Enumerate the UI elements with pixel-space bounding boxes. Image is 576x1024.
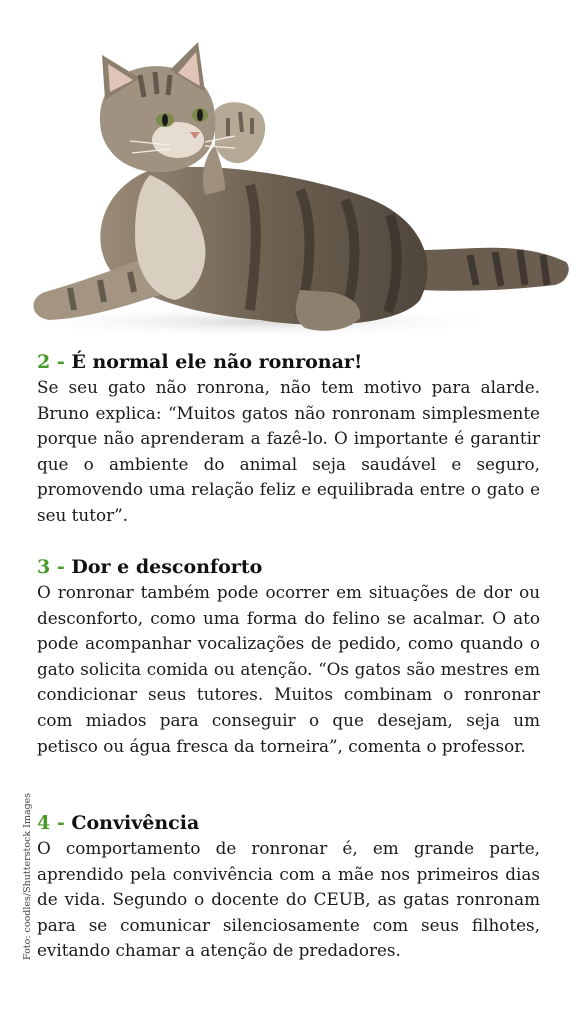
section-2 [37,350,540,529]
section-body: Se seu gato não ronrona, não tem motivo para alarde. Bruno explica: “Muitos gatos não ronronam simplesmente porque não aprenderam a fazê-lo. O importante é garantir que o ambiente do animal seja saudável e seguro, promovendo uma relação feliz e equilibrada entre o gato e seu tutor”. [37,377,540,525]
section-4 [37,811,540,964]
section-separator: - [50,812,72,834]
section-number: 3 [37,556,51,578]
section-title: Dor e desconforto [71,556,263,578]
section-title: É normal ele não ronronar! [71,351,363,373]
kitten-photo [0,0,576,345]
section-heading [37,555,540,580]
section-heading [37,811,540,836]
section-title: Convivência [71,812,200,834]
section-number: 4 [37,812,51,834]
section-number: 2 [37,351,51,373]
section-body: O comportamento de ronronar é, em grande parte, aprendido pela convivência com a mãe nos primeiros dias de vida. Segundo o docente do CEUB, as gatas ronronam para se comunicar silenciosamente com seus filhotes, evitando chamar a atenção de predadores. [37,838,540,961]
section-3 [37,555,540,759]
section-separator: - [50,556,72,578]
section-body: O ronronar também pode ocorrer em situações de dor ou desconforto, como uma forma do felino se acalmar. O ato pode acompanhar vocalizações de pedido, como quando o gato solicita comida ou atenção. “Os gatos são mestres em condicionar seus tutores. Muitos combinam o ronronar com miados para conseguir o que desejam, seja um petisco ou água fresca da torneira”, comenta o professor. [37,582,540,756]
photo-credit: Foto: coodles/Shutterstock Images [22,792,33,960]
section-separator: - [50,351,72,373]
section-heading [37,350,540,375]
